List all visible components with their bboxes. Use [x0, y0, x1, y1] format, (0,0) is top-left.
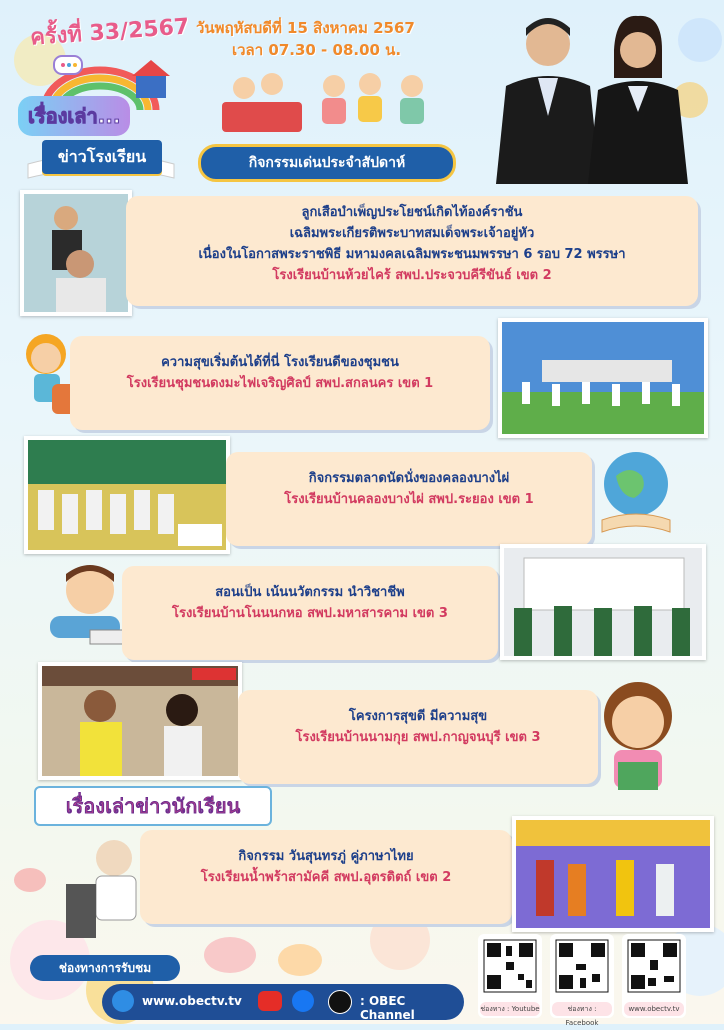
qr-youtube[interactable]	[478, 934, 542, 1018]
qr-caption: ช่องทาง : Youtube	[480, 1002, 540, 1016]
story-school: โรงเรียนชุมชนดงมะไฟเจริญศิลป์ สพป.สกลนคร เขต 1	[126, 376, 434, 391]
qr-code-icon	[622, 934, 686, 998]
story-line: กิจกรรม วันสุนทรภู่ คู่ภาษาไทย	[238, 849, 414, 864]
qr-caption: www.obectv.tv	[624, 1002, 684, 1016]
globe-icon	[112, 990, 134, 1012]
program-logo	[14, 52, 186, 182]
broadcast-date: วันพฤหัสบดีที่ 15 สิงหาคม 2567	[196, 19, 415, 37]
story-line: กิจกรรมตลาดนัดนั่งของคลองบางไผ่	[308, 471, 510, 486]
facebook-icon[interactable]	[292, 990, 314, 1012]
girl-reading-illustration	[592, 674, 684, 798]
footer-channel-bar	[102, 984, 464, 1020]
thai-costume-performance-image	[516, 820, 710, 928]
channel-name: : OBEC Channel	[360, 994, 415, 1022]
students-dancing-image	[502, 322, 704, 434]
student-interview-image	[42, 666, 238, 776]
story-line: ลูกเสือบำเพ็ญประโยชน์เกิดไท้องค์ราชัน	[301, 205, 523, 220]
channels-label: ช่องทางการรับชม	[30, 955, 180, 981]
story-line: ความสุขเริ่มต้นได้ที่นี่ โรงเรียนดีของชุมชน	[161, 355, 399, 370]
qr-caption: ช่องทาง : Facebook	[552, 1002, 612, 1016]
broadcast-time: เวลา 07.30 - 08.00 น.	[232, 41, 402, 59]
student-news-title: เรื่องเล่าข่าวนักเรียน	[34, 786, 272, 826]
website-link[interactable]: www.obectv.tv	[142, 994, 242, 1008]
student-news-photo	[512, 816, 714, 932]
story-school: โรงเรียนบ้านโนนนกหอ สพป.มหาสารคาม เขต 3	[172, 606, 448, 621]
story-card-1	[126, 196, 698, 306]
story-school: โรงเรียนน้ำพร้าสามัคคี สพป.อุตรดิตถ์ เขต 2	[200, 870, 452, 885]
story-line: สอนเป็น เน้นนวัตกรรม นำวิชาชีพ	[215, 585, 405, 600]
story-line: โครงการสุขดี มีความสุข	[348, 709, 488, 724]
youtube-icon[interactable]	[258, 991, 282, 1011]
story-card-2	[70, 336, 490, 430]
student-news-card	[140, 830, 512, 924]
story-photo-dance	[498, 318, 708, 438]
story-card-3	[226, 452, 592, 546]
tiktok-icon[interactable]	[328, 990, 352, 1014]
reading-kids-illustration	[222, 66, 452, 138]
weekly-highlight-banner: กิจกรรมเด่นประจำสัปดาห์	[198, 144, 456, 182]
market-activity-image	[28, 440, 226, 550]
logo-title-top: เรื่องเล่า...	[18, 96, 130, 136]
story-card-5	[238, 690, 598, 784]
qr-code-icon	[550, 934, 614, 998]
story-school: โรงเรียนบ้านห้วยไคร้ สพป.ประจวบคีรีขันธ์ เขต 2	[272, 268, 552, 283]
story-school: โรงเรียนบ้านนามกุย สพป.กาญจนบุรี เขต 3	[295, 730, 541, 745]
story-photo-classroom	[500, 544, 706, 660]
classroom-board-image	[504, 548, 702, 656]
story-line: เฉลิมพระเกียรติพระบาทสมเด็จพระเจ้าอยู่หัว	[289, 226, 535, 241]
story-photo-interview	[38, 662, 242, 780]
logo-title-bottom: ข่าวโรงเรียน	[42, 140, 162, 174]
story-card-4	[122, 566, 498, 660]
episode-label: ครั้งที่ 33/2567	[29, 14, 191, 51]
globe-book-illustration	[596, 446, 676, 536]
story-photo-scouts	[20, 190, 132, 316]
qr-facebook[interactable]	[550, 934, 614, 1027]
story-photo-market	[24, 436, 230, 554]
scout-haircut-image	[24, 194, 128, 312]
story-school: โรงเรียนบ้านคลองบางไผ่ สพป.ระยอง เขต 1	[284, 492, 534, 507]
hosts-photo	[456, 6, 722, 184]
story-line: เนื่องในโอกาสพระราชพิธี มหามงคลเฉลิมพระชนมพรรษา 6 รอบ 72 พรรษา	[198, 247, 626, 262]
sunthorn-phu-illustration	[60, 834, 150, 944]
qr-website[interactable]	[622, 934, 686, 1018]
qr-code-icon	[478, 934, 542, 998]
